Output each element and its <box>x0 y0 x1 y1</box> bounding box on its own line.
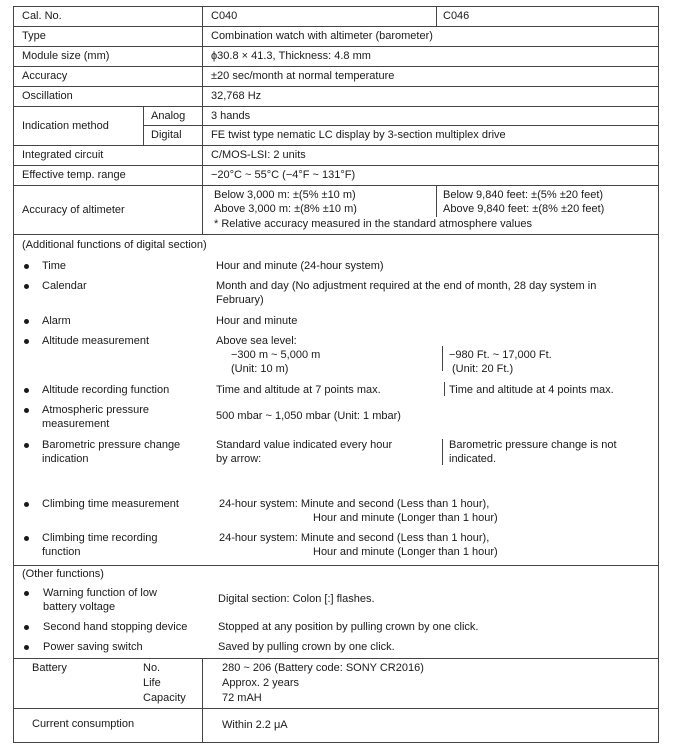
pressure-label-line2: measurement <box>42 418 110 430</box>
row-divider <box>143 125 658 126</box>
battery-label: Battery <box>32 662 67 674</box>
altimeter-c046-above: Above 9,840 feet: ±(8% ±20 feet) <box>443 203 605 215</box>
altitude-recording-c040: Time and altitude at 7 points max. <box>216 384 381 396</box>
bullet-icon <box>24 443 29 448</box>
battery-no-label: No. <box>143 662 161 674</box>
baro-change-label-line1: Barometric pressure change <box>42 439 181 451</box>
bullet-icon <box>24 408 29 413</box>
power-saving-value: Saved by pulling crown by one click. <box>218 641 395 653</box>
column-divider <box>442 346 443 371</box>
baro-change-label-line2: indication <box>42 453 89 465</box>
indication-method-label: Indication method <box>22 120 109 132</box>
baro-change-c046-line1: Barometric pressure change is not <box>449 439 617 451</box>
battery-life-value: Approx. 2 years <box>222 677 300 689</box>
row-divider <box>13 565 658 566</box>
alarm-value: Hour and minute <box>216 315 298 327</box>
battery-life-label: Life <box>143 677 161 689</box>
column-divider <box>143 106 144 146</box>
altitude-recording-label: Altitude recording function <box>42 384 170 396</box>
second-hand-value: Stopped at any position by pulling crown by one click. <box>218 621 479 633</box>
cal-no-label: Cal. No. <box>22 10 62 22</box>
oscillation-label: Oscillation <box>22 90 73 102</box>
climbing-recording-line2: Hour and minute (Longer than 1 hour) <box>313 546 498 558</box>
baro-change-c046-line2: indicated. <box>449 453 497 465</box>
bullet-icon <box>24 388 29 393</box>
temp-range-label: Effective temp. range <box>22 169 126 181</box>
altimeter-note: * Relative accuracy measured in the standard atmosphere values <box>214 218 532 230</box>
low-battery-value: Digital section: Colon [:] flashes. <box>218 593 375 605</box>
calendar-value-line1: Month and day (No adjustment required at the end of month, 28 day system in <box>216 280 597 292</box>
row-divider <box>13 185 658 186</box>
column-divider <box>202 658 203 743</box>
oscillation-value: 32,768 Hz <box>211 90 262 102</box>
bullet-icon <box>24 536 29 541</box>
row-divider <box>13 708 658 709</box>
altitude-c046-range: −980 Ft. ~ 17,000 Ft. <box>449 349 552 361</box>
climbing-line2: Hour and minute (Longer than 1 hour) <box>313 512 498 524</box>
cal-no-c046: C046 <box>443 10 470 22</box>
calendar-label: Calendar <box>42 280 87 292</box>
column-divider <box>436 185 437 217</box>
row-divider <box>13 86 658 87</box>
battery-no-value: 280 ~ 206 (Battery code: SONY CR2016) <box>222 662 424 674</box>
border-right <box>658 6 659 743</box>
baro-change-c040-line1: Standard value indicated every hour <box>216 439 393 451</box>
column-divider <box>436 6 437 27</box>
ic-value: C/MOS-LSI: 2 units <box>211 149 306 161</box>
time-value: Hour and minute (24-hour system) <box>216 260 384 272</box>
column-divider <box>444 382 445 396</box>
low-battery-label-line1: Warning function of low <box>43 587 157 599</box>
second-hand-label: Second hand stopping device <box>43 621 188 633</box>
bullet-icon <box>24 264 29 269</box>
analog-label: Analog <box>151 110 186 122</box>
altimeter-accuracy-label: Accuracy of altimeter <box>22 204 125 216</box>
other-heading: (Other functions) <box>22 568 104 580</box>
climbing-label: Climbing time measurement <box>42 498 179 510</box>
pressure-label-line1: Atmospheric pressure <box>42 404 149 416</box>
border-top <box>13 6 658 7</box>
ic-label: Integrated circuit <box>22 149 104 161</box>
altitude-c040-unit: (Unit: 10 m) <box>231 363 289 375</box>
altitude-label: Altitude measurement <box>42 335 149 347</box>
altimeter-c046-below: Below 9,840 feet: ±(5% ±20 feet) <box>443 189 604 201</box>
border-left <box>13 6 14 743</box>
pressure-value: 500 mbar ~ 1,050 mbar (Unit: 1 mbar) <box>216 410 401 422</box>
altimeter-c040-above: Above 3,000 m: ±(8% ±10 m) <box>214 203 357 215</box>
row-divider <box>13 106 658 107</box>
current-consumption-value: Within 2.2 μA <box>222 719 288 731</box>
climbing-recording-line1: 24-hour system: Minute and second (Less than 1 hour), <box>219 532 490 544</box>
type-label: Type <box>22 30 46 42</box>
current-consumption-label: Current consumption <box>32 718 135 730</box>
battery-capacity-value: 72 mAH <box>222 692 262 704</box>
additional-heading: (Additional functions of digital section) <box>22 239 207 251</box>
row-divider <box>13 46 658 47</box>
altitude-c040-range: −300 m ~ 5,000 m <box>231 349 321 361</box>
climbing-recording-label-line2: function <box>42 546 81 558</box>
bullet-icon <box>24 591 29 596</box>
row-divider <box>13 165 658 166</box>
power-saving-label: Power saving switch <box>43 641 143 653</box>
baro-change-c040-line2: by arrow: <box>216 453 262 465</box>
row-divider <box>13 145 658 146</box>
bullet-icon <box>24 284 29 289</box>
row-divider <box>13 234 658 235</box>
module-size-label: Module size (mm) <box>22 50 110 62</box>
altitude-above-sea-level: Above sea level: <box>216 335 297 347</box>
alarm-label: Alarm <box>42 315 71 327</box>
analog-value: 3 hands <box>211 110 251 122</box>
altitude-c046-unit: (Unit: 20 Ft.) <box>452 363 514 375</box>
altitude-recording-c046: Time and altitude at 4 points max. <box>449 384 614 396</box>
digital-label: Digital <box>151 129 182 141</box>
cal-no-c040: C040 <box>211 10 238 22</box>
border-bottom <box>13 742 658 743</box>
row-divider <box>13 658 658 659</box>
row-divider <box>13 66 658 67</box>
altimeter-c040-below: Below 3,000 m: ±(5% ±10 m) <box>214 189 356 201</box>
column-divider <box>442 439 443 465</box>
bullet-icon <box>24 625 29 630</box>
temp-range-value: −20°C ~ 55°C (−4°F ~ 131°F) <box>211 169 356 181</box>
accuracy-value: ±20 sec/month at normal temperature <box>211 70 395 82</box>
bullet-icon <box>24 339 29 344</box>
calendar-value-line2: February) <box>216 294 264 306</box>
type-value: Combination watch with altimeter (barometer) <box>211 30 433 42</box>
column-divider <box>202 6 203 235</box>
time-label: Time <box>42 260 67 272</box>
battery-capacity-label: Capacity <box>143 692 186 704</box>
low-battery-label-line2: battery voltage <box>43 601 116 613</box>
row-divider <box>13 26 658 27</box>
bullet-icon <box>24 502 29 507</box>
digital-value: FE twist type nematic LC display by 3-section multiplex drive <box>211 129 506 141</box>
climbing-line1: 24-hour system: Minute and second (Less than 1 hour), <box>219 498 490 510</box>
bullet-icon <box>24 645 29 650</box>
bullet-icon <box>24 319 29 324</box>
module-size-value: ϕ30.8 × 41.3, Thickness: 4.8 mm <box>211 50 371 62</box>
accuracy-label: Accuracy <box>22 70 68 82</box>
climbing-recording-label-line1: Climbing time recording <box>42 532 158 544</box>
